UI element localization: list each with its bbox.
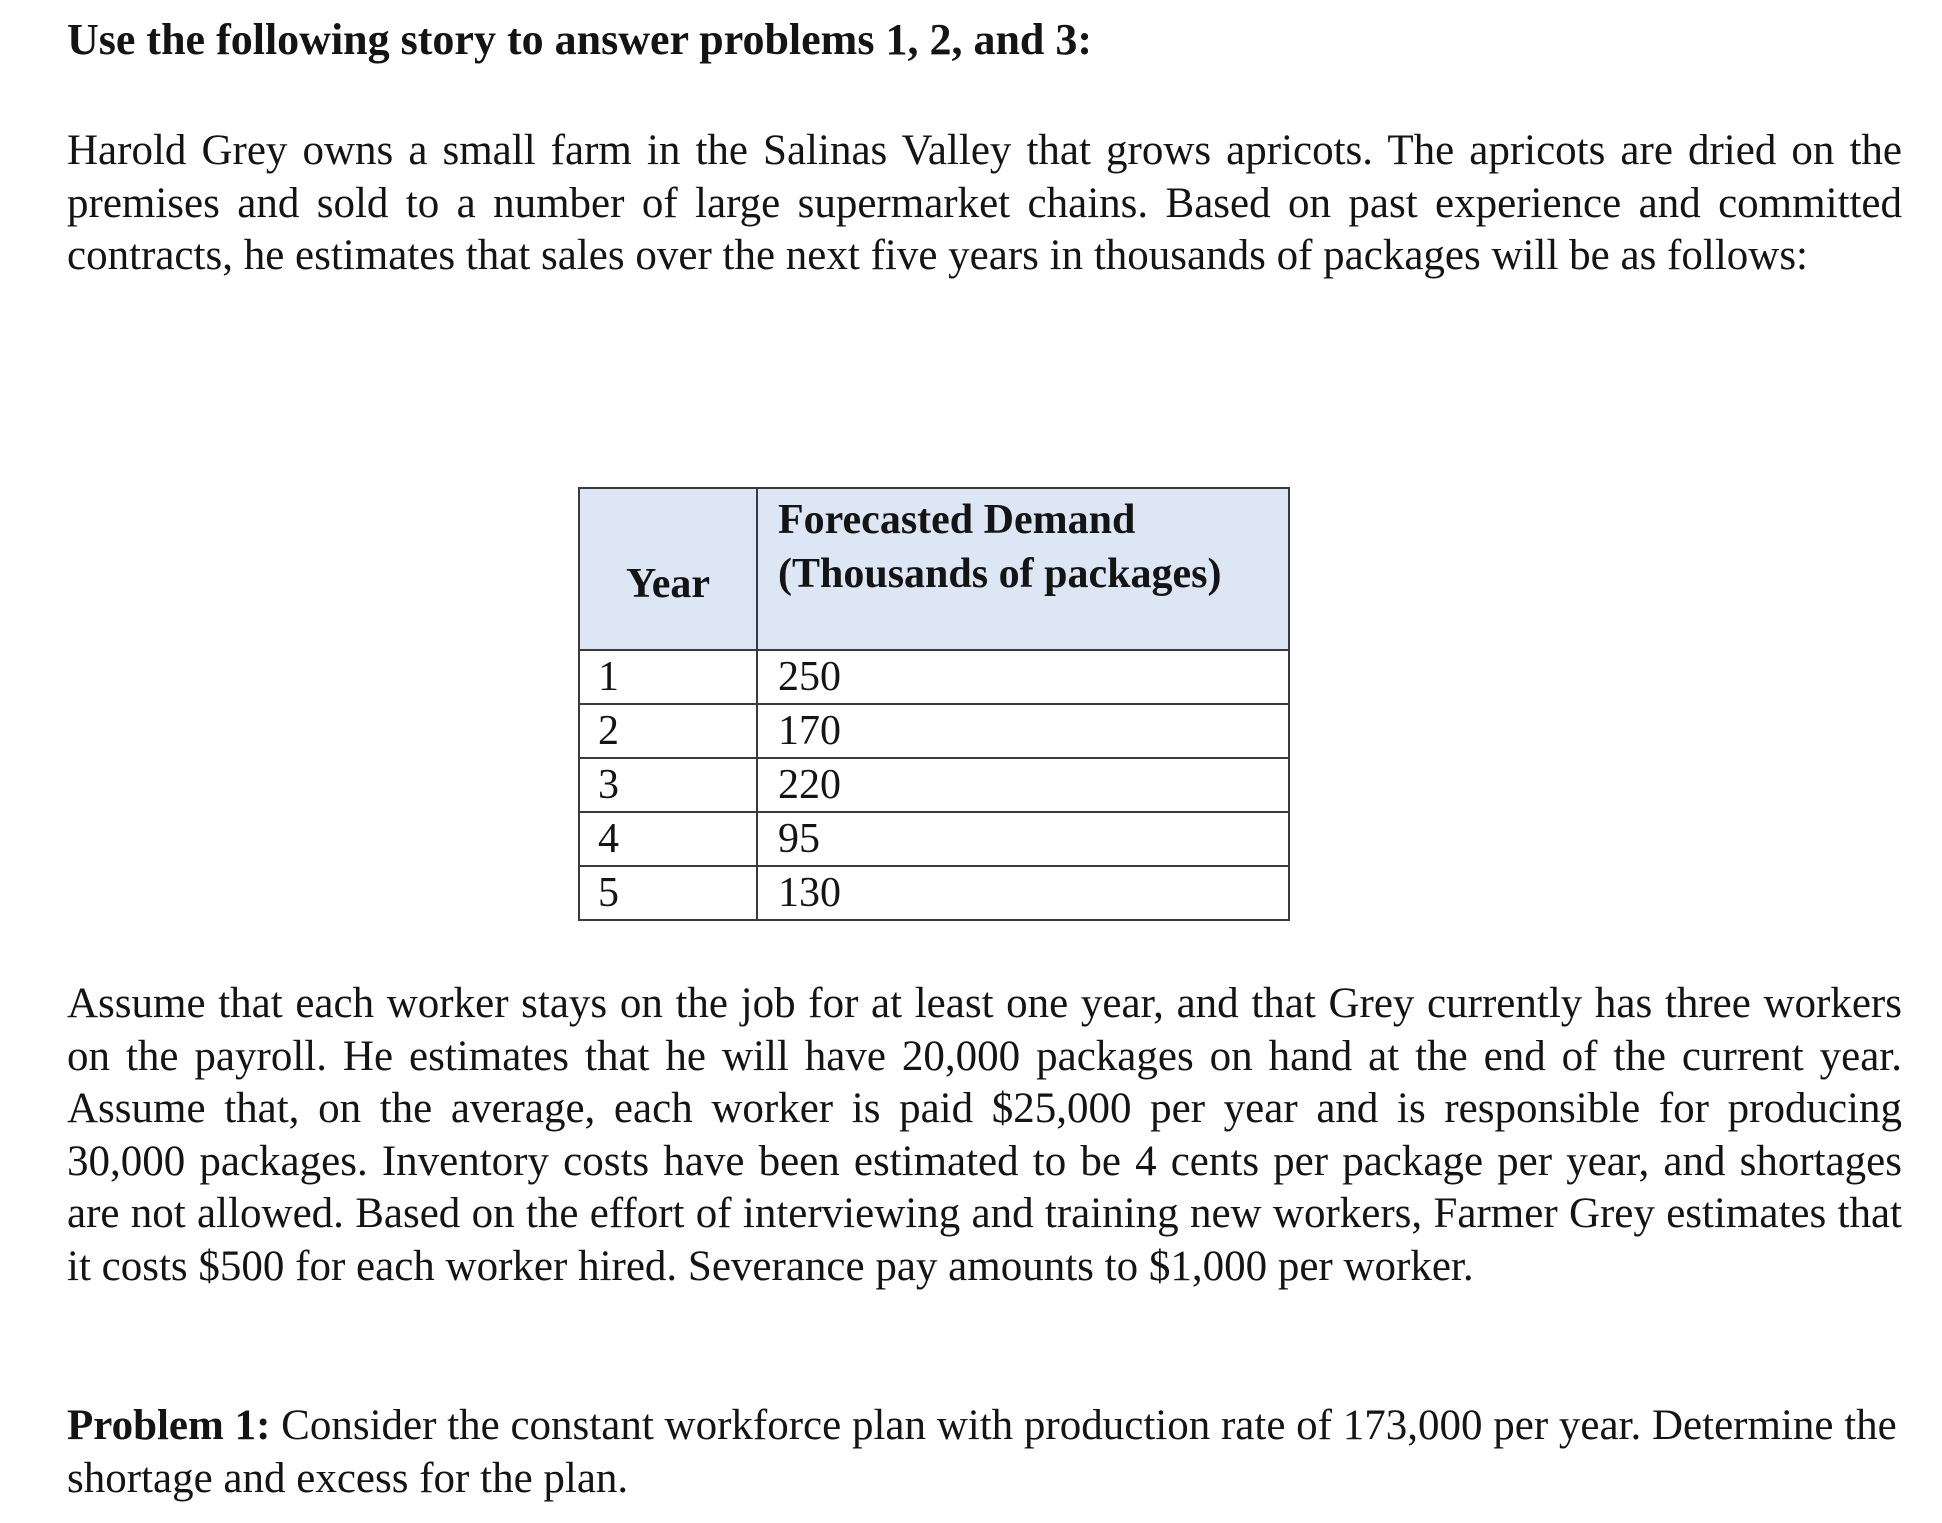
table-row — [579, 650, 1289, 704]
demand-cell: 95 — [757, 812, 1289, 866]
year-column-header — [579, 488, 757, 650]
demand-cell: 170 — [757, 704, 1289, 758]
table-row — [579, 812, 1289, 866]
demand-cell: 220 — [757, 758, 1289, 812]
problem-1-paragraph — [67, 1400, 1902, 1505]
forecast-demand-table — [578, 487, 1290, 921]
story-paragraph: Harold Grey owns a small farm in the Salinas Valley that grows apricots. The apricots are dried on the premises and sold to a number of large supermarket chains. Based on past experience and committed contracts, he estimates that sales over the next five years in thousands of packages will be as follows: — [67, 127, 1902, 279]
demand-cell: 130 — [757, 866, 1289, 920]
problem-1-label: Problem 1: — [67, 1402, 271, 1449]
table-header-row — [579, 488, 1289, 650]
year-cell: 3 — [579, 758, 757, 812]
table-row — [579, 704, 1289, 758]
year-cell: 2 — [579, 704, 757, 758]
table-row — [579, 758, 1289, 812]
year-cell: 5 — [579, 866, 757, 920]
demand-cell: 250 — [757, 650, 1289, 704]
demand-header-line2: (Thousands of packages) — [778, 551, 1222, 597]
assumptions-paragraph: Assume that each worker stays on the job for at least one year, and that Grey currently has three workers on the payroll. He estimates that he will have 20,000 packages on hand at the end of the current year. Assume that, on the average, each worker is paid $25,000 per year and is responsible for producing 30,000 packages. Inventory costs have been estimated to be 4 cents per package per year, and shortages are not allowed. Based on the effort of interviewing and training new workers, Farmer Grey estimates that it costs $500 for each worker hired. Severance pay amounts to $1,000 per worker. — [67, 980, 1902, 1290]
problem-1-text: Consider the constant workforce plan with production rate of 173,000 per year. Determine the shortage and excess for the plan. — [67, 1402, 1897, 1502]
instructions-heading: Use the following story to answer problems 1, 2, and 3: — [67, 15, 1093, 64]
year-header-label: Year — [626, 561, 710, 607]
year-cell: 4 — [579, 812, 757, 866]
demand-column-header — [757, 488, 1289, 650]
year-cell: 1 — [579, 650, 757, 704]
demand-header-line1: Forecasted Demand — [778, 497, 1136, 543]
table-row — [579, 866, 1289, 920]
